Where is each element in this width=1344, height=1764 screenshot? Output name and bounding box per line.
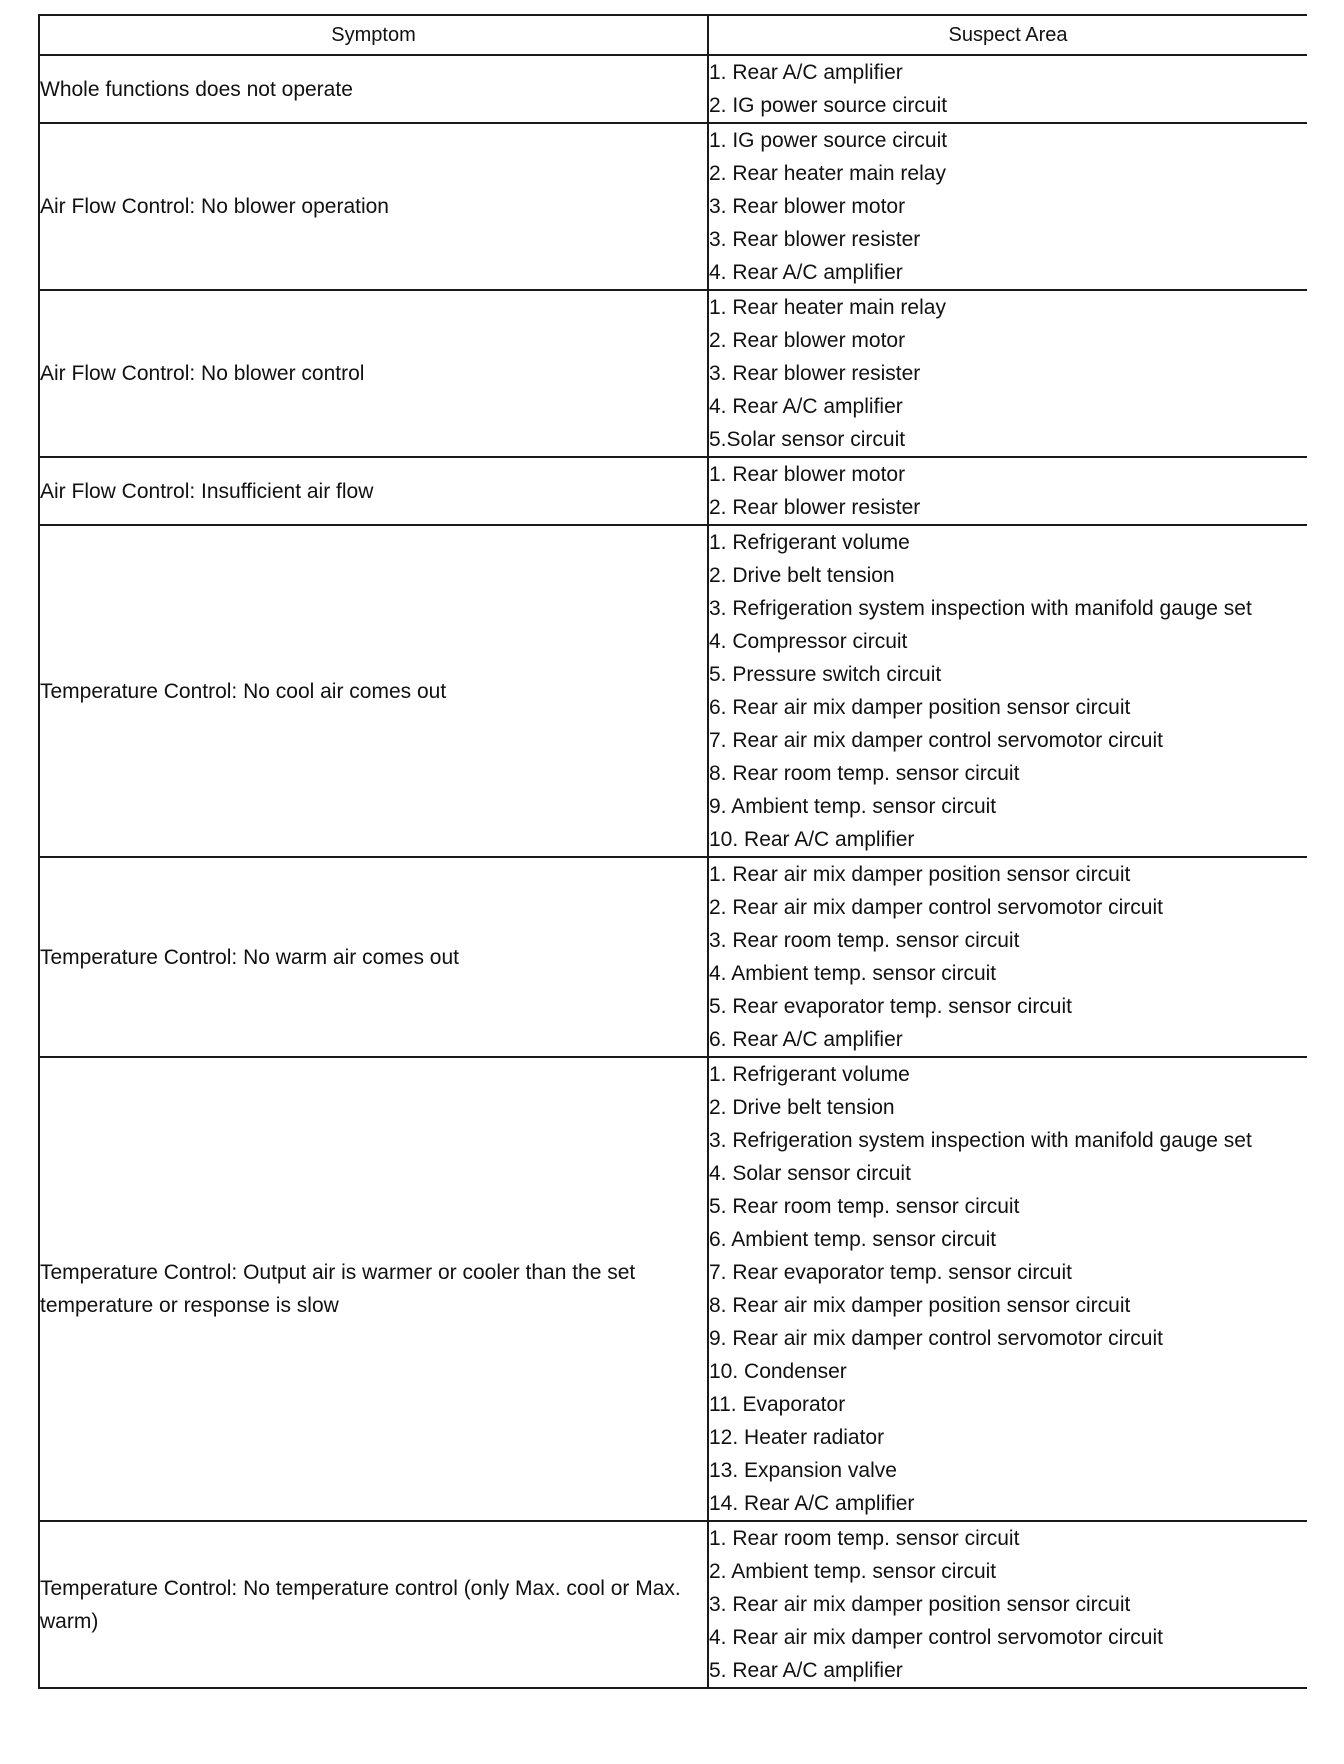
suspect-area-list [709, 1058, 1307, 1520]
suspect-area-item: 2. Ambient temp. sensor circuit [709, 1560, 997, 1583]
suspect-area-list [709, 291, 1307, 456]
suspect-area-list [709, 56, 1307, 122]
suspect-area-item: 1. Refrigerant volume [709, 531, 910, 554]
table-row [39, 290, 1307, 457]
suspect-area-item: 2. Drive belt tension [709, 564, 895, 587]
suspect-area-item: 8. Rear room temp. sensor circuit [709, 762, 1020, 785]
table-row [39, 457, 1307, 525]
suspect-area-item: 5. Rear A/C amplifier [709, 1659, 903, 1682]
suspect-area-item: 6. Ambient temp. sensor circuit [709, 1228, 997, 1251]
suspect-area-item: 2. Rear blower resister [709, 496, 921, 519]
suspect-area-list [709, 124, 1307, 289]
suspect-area-cell [708, 290, 1307, 457]
suspect-area-item: 4. Rear A/C amplifier [709, 261, 903, 284]
symptom-cell: Temperature Control: No warm air comes out [39, 857, 708, 1057]
suspect-area-item: 3. Rear blower resister [709, 362, 921, 385]
suspect-area-item: 3. Rear air mix damper position sensor circuit [709, 1593, 1131, 1616]
symptom-column-header: Symptom [39, 15, 708, 55]
suspect-area-item: 7. Rear evaporator temp. sensor circuit [709, 1261, 1072, 1284]
table-row [39, 1521, 1307, 1688]
suspect-area-item: 7. Rear air mix damper control servomotor circuit [709, 729, 1163, 752]
suspect-area-item: 6. Rear air mix damper position sensor circuit [709, 696, 1131, 719]
suspect-area-item: 12. Heater radiator [709, 1426, 885, 1449]
suspect-area-item: 4. Rear air mix damper control servomotor circuit [709, 1626, 1163, 1649]
suspect-area-item: 3. Refrigeration system inspection with manifold gauge set [709, 1129, 1252, 1152]
table-row [39, 857, 1307, 1057]
suspect-area-item: 1. Rear heater main relay [709, 296, 946, 319]
suspect-area-item: 4. Compressor circuit [709, 630, 908, 653]
suspect-area-item: 3. Rear blower resister [709, 228, 921, 251]
suspect-area-item: 2. Drive belt tension [709, 1096, 895, 1119]
symptom-cell: Air Flow Control: Insufficient air flow [39, 457, 708, 525]
suspect-area-list [709, 526, 1307, 856]
suspect-area-cell [708, 1521, 1307, 1688]
suspect-area-cell [708, 55, 1307, 123]
suspect-area-item: 5. Rear evaporator temp. sensor circuit [709, 995, 1072, 1018]
suspect-area-item: 10. Condenser [709, 1360, 847, 1383]
table-row [39, 55, 1307, 123]
suspect-area-item: 5. Pressure switch circuit [709, 663, 942, 686]
symptom-cell: Temperature Control: Output air is warmer or cooler than the set temperature or response is slow [39, 1057, 708, 1521]
suspect-area-item: 4. Ambient temp. sensor circuit [709, 962, 997, 985]
suspect-area-item: 10. Rear A/C amplifier [709, 828, 915, 851]
suspect-area-item: 2. IG power source circuit [709, 94, 948, 117]
suspect-area-item: 1. Rear blower motor [709, 463, 906, 486]
symptom-cell: Temperature Control: No temperature control (only Max. cool or Max. warm) [39, 1521, 708, 1688]
suspect-area-item: 2. Rear heater main relay [709, 162, 946, 185]
symptom-cell: Whole functions does not operate [39, 55, 708, 123]
suspect-area-item: 1. IG power source circuit [709, 129, 948, 152]
symptom-cell: Temperature Control: No cool air comes out [39, 525, 708, 857]
suspect-area-item: 1. Rear A/C amplifier [709, 61, 903, 84]
suspect-area-item: 1. Refrigerant volume [709, 1063, 910, 1086]
suspect-area-item: 1. Rear room temp. sensor circuit [709, 1527, 1020, 1550]
suspect-area-item: 13. Expansion valve [709, 1459, 897, 1482]
table-header-row [39, 15, 1307, 55]
suspect-area-item: 5. Rear room temp. sensor circuit [709, 1195, 1020, 1218]
table-row [39, 525, 1307, 857]
suspect-area-item: 5.Solar sensor circuit [709, 428, 906, 451]
suspect-area-item: 6. Rear A/C amplifier [709, 1028, 903, 1051]
suspect-area-cell [708, 857, 1307, 1057]
suspect-area-item: 4. Rear A/C amplifier [709, 395, 903, 418]
suspect-area-item: 3. Refrigeration system inspection with manifold gauge set [709, 597, 1252, 620]
suspect-area-item: 9. Ambient temp. sensor circuit [709, 795, 997, 818]
suspect-area-cell [708, 1057, 1307, 1521]
suspect-area-list [709, 858, 1307, 1056]
symptom-table [38, 14, 1307, 1689]
suspect-area-item: 4. Solar sensor circuit [709, 1162, 911, 1185]
suspect-area-item: 14. Rear A/C amplifier [709, 1492, 915, 1515]
suspect-area-item: 11. Evaporator [709, 1393, 846, 1416]
symptom-cell: Air Flow Control: No blower control [39, 290, 708, 457]
suspect-area-item: 3. Rear blower motor [709, 195, 906, 218]
suspect-area-item: 2. Rear air mix damper control servomotor circuit [709, 896, 1163, 919]
suspect-area-item: 9. Rear air mix damper control servomotor circuit [709, 1327, 1163, 1350]
suspect-area-cell [708, 123, 1307, 290]
suspect-area-item: 3. Rear room temp. sensor circuit [709, 929, 1020, 952]
suspect-area-cell [708, 525, 1307, 857]
suspect-area-column-header: Suspect Area [708, 15, 1307, 55]
table-row [39, 1057, 1307, 1521]
suspect-area-item: 1. Rear air mix damper position sensor circuit [709, 863, 1131, 886]
suspect-area-item: 2. Rear blower motor [709, 329, 906, 352]
troubleshooting-sheet [38, 14, 1306, 1689]
table-body [39, 55, 1307, 1688]
suspect-area-cell [708, 457, 1307, 525]
suspect-area-item: 8. Rear air mix damper position sensor circuit [709, 1294, 1131, 1317]
suspect-area-list [709, 458, 1307, 524]
suspect-area-list [709, 1522, 1307, 1687]
table-row [39, 123, 1307, 290]
symptom-cell: Air Flow Control: No blower operation [39, 123, 708, 290]
